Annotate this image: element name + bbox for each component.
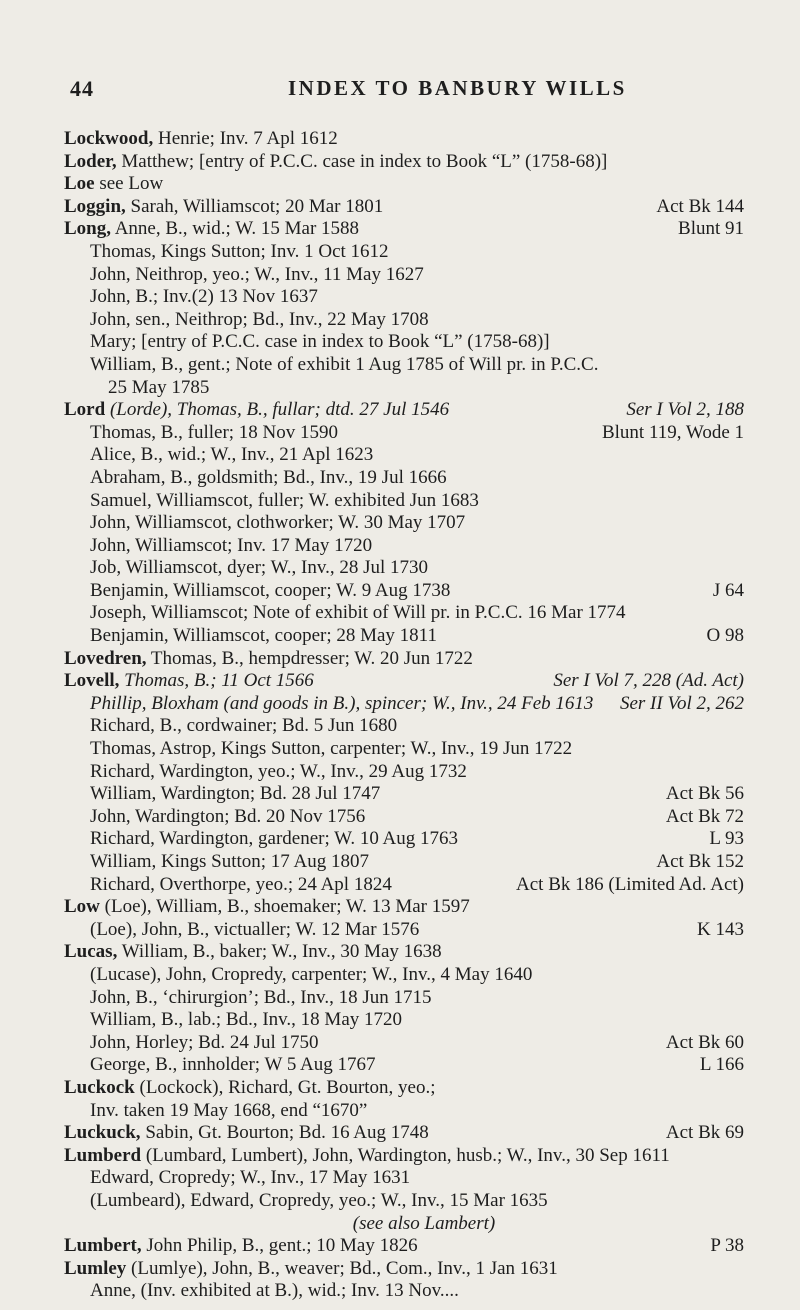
surname: Loe — [64, 173, 95, 195]
index-line — [64, 896, 744, 919]
entry-text: Richard, Wardington, yeo.; W., Inv., 29 Aug 1732 — [90, 760, 467, 782]
reference: Act Bk 152 — [656, 851, 744, 872]
index-line — [64, 806, 744, 829]
reference: Act Bk 69 — [665, 1122, 744, 1144]
entry-text: John, Williamscot, clothworker; W. 30 May 1707 — [90, 512, 466, 534]
index-line — [64, 1077, 744, 1100]
index-line — [64, 173, 744, 196]
entry-text: (Lumlye), John, B., weaver; Bd., Com., Inv., 1 Jan 1631 — [126, 1257, 558, 1279]
surname: Loggin, — [64, 195, 126, 217]
index-line — [64, 919, 744, 942]
entry-text: Edward, Cropredy; W., Inv., 17 May 1631 — [90, 1167, 411, 1189]
index-line — [64, 399, 744, 422]
surname: Lockwood, — [64, 128, 154, 149]
entry-text: John, Horley; Bd. 24 Jul 1750 — [90, 1031, 319, 1053]
surname: Lumley — [64, 1257, 127, 1279]
index-line — [64, 286, 744, 309]
entry-text: Thomas, B., hempdresser; W. 20 Jun 1722 — [146, 647, 473, 669]
entry-text: George, B., innholder; W 5 Aug 1767 — [90, 1054, 376, 1076]
reference: Ser I Vol 7, 228 (Ad. Act) — [553, 670, 744, 692]
index-line — [64, 828, 744, 851]
reference: J 64 — [712, 579, 744, 601]
index-line — [64, 557, 744, 580]
entry-text: Samuel, Williamscot, fuller; W. exhibited Jun 1683 — [90, 489, 479, 511]
entry-text: John, Wardington; Bd. 20 Nov 1756 — [90, 805, 366, 827]
index-line — [64, 964, 744, 987]
entry-text: John, Williamscot; Inv. 17 May 1720 — [90, 534, 373, 556]
entry-text: Abraham, B., goldsmith; Bd., Inv., 19 Jul 1666 — [90, 466, 447, 488]
reference: Blunt 119, Wode 1 — [601, 421, 744, 443]
reference: Ser II Vol 2, 262 — [619, 692, 744, 714]
index-line — [64, 715, 744, 738]
entry-text: William, B., lab.; Bd., Inv., 18 May 1720 — [90, 1009, 403, 1031]
index-line — [64, 218, 744, 241]
entry-text: John, sen., Neithrop; Bd., Inv., 22 May 1708 — [90, 308, 429, 330]
entry-text: see Low — [94, 173, 164, 195]
entry-text: (Lumbeard), Edward, Cropredy, yeo.; W., Inv., 15 Mar 1635 — [90, 1189, 548, 1211]
entry-text: William, B., baker; W., Inv., 30 May 1638 — [117, 941, 442, 963]
index-line — [64, 1258, 744, 1281]
index-line — [64, 738, 744, 761]
entry-text: Anne, (Inv. exhibited at B.), wid.; Inv. 13 Nov.... — [90, 1280, 459, 1302]
entry-text: John Philip, B., gent.; 10 May 1826 — [141, 1235, 418, 1257]
index-line — [64, 1100, 744, 1123]
entry-text: Henrie; Inv. 7 Apl 1612 — [153, 128, 338, 149]
surname: Lumberd — [64, 1144, 142, 1166]
index-line — [64, 264, 744, 287]
index-line — [64, 693, 744, 716]
index-line — [64, 1235, 744, 1258]
entry-text: Richard, Wardington, gardener; W. 10 Aug 1763 — [90, 828, 459, 850]
index-line — [64, 331, 744, 354]
surname: Low — [64, 896, 100, 918]
entry-text: Richard, B., cordwainer; Bd. 5 Jun 1680 — [90, 715, 398, 737]
entry-text: William, Wardington; Bd. 28 Jul 1747 — [90, 783, 381, 805]
reference: Act Bk 56 — [665, 783, 744, 805]
entry-text: John, B.; Inv.(2) 13 Nov 1637 — [90, 286, 318, 308]
index-line — [64, 241, 744, 264]
index-line — [64, 1032, 744, 1055]
index-line — [64, 783, 744, 806]
reference: Act Bk 144 — [656, 195, 744, 217]
entry-text: Job, Williamscot, dyer; W., Inv., 28 Jul 1730 — [90, 557, 429, 579]
surname: Lord — [64, 399, 106, 421]
index-line — [64, 1145, 744, 1168]
entry-text: William, Kings Sutton; 17 Aug 1807 — [90, 851, 369, 872]
surname: Lovedren, — [64, 647, 147, 669]
reference: Ser I Vol 2, 188 — [626, 399, 744, 421]
index-line — [64, 670, 744, 693]
entry-text: Thomas, Kings Sutton; Inv. 1 Oct 1612 — [90, 240, 389, 262]
index-line — [64, 354, 744, 377]
reference: L 93 — [709, 828, 744, 850]
reference: Blunt 91 — [678, 218, 744, 240]
index-line — [64, 648, 744, 671]
surname: Lumbert, — [64, 1235, 142, 1257]
index-line — [64, 1054, 744, 1077]
running-title: INDEX TO BANBURY WILLS — [288, 76, 627, 100]
entry-text: (Loe), John, B., victualler; W. 12 Mar 1576 — [90, 918, 420, 940]
index-line — [64, 987, 744, 1010]
surname: Long, — [64, 218, 111, 240]
index-line — [64, 535, 744, 558]
index-line — [64, 1280, 744, 1303]
index-line — [64, 761, 744, 784]
index-line — [64, 151, 744, 174]
entry-text: (Lucase), John, Cropredy, carpenter; W., Inv., 4 May 1640 — [90, 963, 533, 985]
index-line — [64, 444, 744, 467]
reference: Act Bk 72 — [665, 805, 744, 827]
index-line — [64, 1009, 744, 1032]
surname: Lovell, — [64, 670, 120, 692]
index-line — [64, 1122, 744, 1145]
entry-text: Matthew; [entry of P.C.C. case in index to Book “L” (1758-68)] — [116, 150, 608, 172]
entry-text: Benjamin, Williamscot, cooper; W. 9 Aug 1738 — [90, 579, 451, 601]
reference: O 98 — [706, 625, 744, 647]
entry-text: Sabin, Gt. Bourton; Bd. 16 Aug 1748 — [140, 1122, 429, 1144]
index-line — [64, 602, 744, 625]
reference: L 166 — [699, 1054, 744, 1076]
reference: Act Bk 60 — [665, 1031, 744, 1053]
index-line — [64, 851, 744, 874]
entry-text: 25 May 1785 — [108, 376, 210, 398]
reference: P 38 — [710, 1235, 744, 1257]
entry-text: Inv. taken 19 May 1668, end “1670” — [90, 1099, 368, 1121]
entry-text: (see also Lambert) — [352, 1212, 496, 1234]
reference: K 143 — [697, 918, 744, 940]
index-line — [64, 625, 744, 648]
entry-text: John, B., ‘chirurgion’; Bd., Inv., 18 Jun 1715 — [90, 986, 432, 1008]
index-line — [64, 512, 744, 535]
entry-text: John, Neithrop, yeo.; W., Inv., 11 May 1627 — [90, 263, 424, 285]
entry-text: Thomas, Astrop, Kings Sutton, carpenter; W., Inv., 19 Jun 1722 — [90, 738, 573, 760]
surname: Luckock — [64, 1076, 135, 1098]
surname: Loder, — [64, 150, 117, 172]
entry-text: Sarah, Williamscot; 20 Mar 1801 — [125, 195, 384, 217]
index-line — [64, 196, 744, 219]
entry-text: Anne, B., wid.; W. 15 Mar 1588 — [111, 218, 360, 240]
index-line — [64, 1167, 744, 1190]
page-number: 44 — [70, 76, 94, 101]
index-line — [64, 309, 744, 332]
index-line — [64, 1213, 744, 1236]
index-line — [64, 1190, 744, 1213]
index-entries — [64, 128, 744, 1303]
entry-text: (Lockock), Richard, Gt. Bourton, yeo.; — [134, 1076, 436, 1098]
entry-text: Richard, Overthorpe, yeo.; 24 Apl 1824 — [90, 873, 392, 895]
index-line — [64, 377, 744, 400]
entry-text: Thomas, B.; 11 Oct 1566 — [119, 670, 314, 692]
index-line — [64, 422, 744, 445]
entry-text: Benjamin, Williamscot, cooper; 28 May 1811 — [90, 625, 437, 647]
entry-text: Mary; [entry of P.C.C. case in index to Book “L” (1758-68)] — [90, 331, 550, 353]
entry-text: Alice, B., wid.; W., Inv., 21 Apl 1623 — [90, 444, 374, 466]
entry-text: (Lumbard, Lumbert), John, Wardington, husb.; W., Inv., 30 Sep 1611 — [141, 1144, 670, 1166]
entry-text: William, B., gent.; Note of exhibit 1 Aug 1785 of Will pr. in P.C.C. — [90, 353, 599, 375]
index-line — [64, 467, 744, 490]
entry-text: Joseph, Williamscot; Note of exhibit of Will pr. in P.C.C. 16 Mar 1774 — [90, 602, 626, 624]
index-line — [64, 941, 744, 964]
entry-text: (Lorde), Thomas, B., fullar; dtd. 27 Jul 1546 — [105, 399, 450, 421]
surname: Lucas, — [64, 941, 118, 963]
reference: Act Bk 186 (Limited Ad. Act) — [516, 873, 744, 895]
index-line — [64, 580, 744, 603]
index-line — [64, 874, 744, 897]
index-line — [64, 490, 744, 513]
entry-text: Phillip, Bloxham (and goods in B.), spincer; W., Inv., 24 Feb 1613 — [90, 692, 594, 714]
entry-text: (Loe), William, B., shoemaker; W. 13 Mar 1597 — [99, 896, 470, 918]
entry-text: Thomas, B., fuller; 18 Nov 1590 — [90, 421, 339, 443]
page-header — [70, 76, 730, 108]
surname: Luckuck, — [64, 1122, 141, 1144]
index-line — [64, 128, 744, 151]
